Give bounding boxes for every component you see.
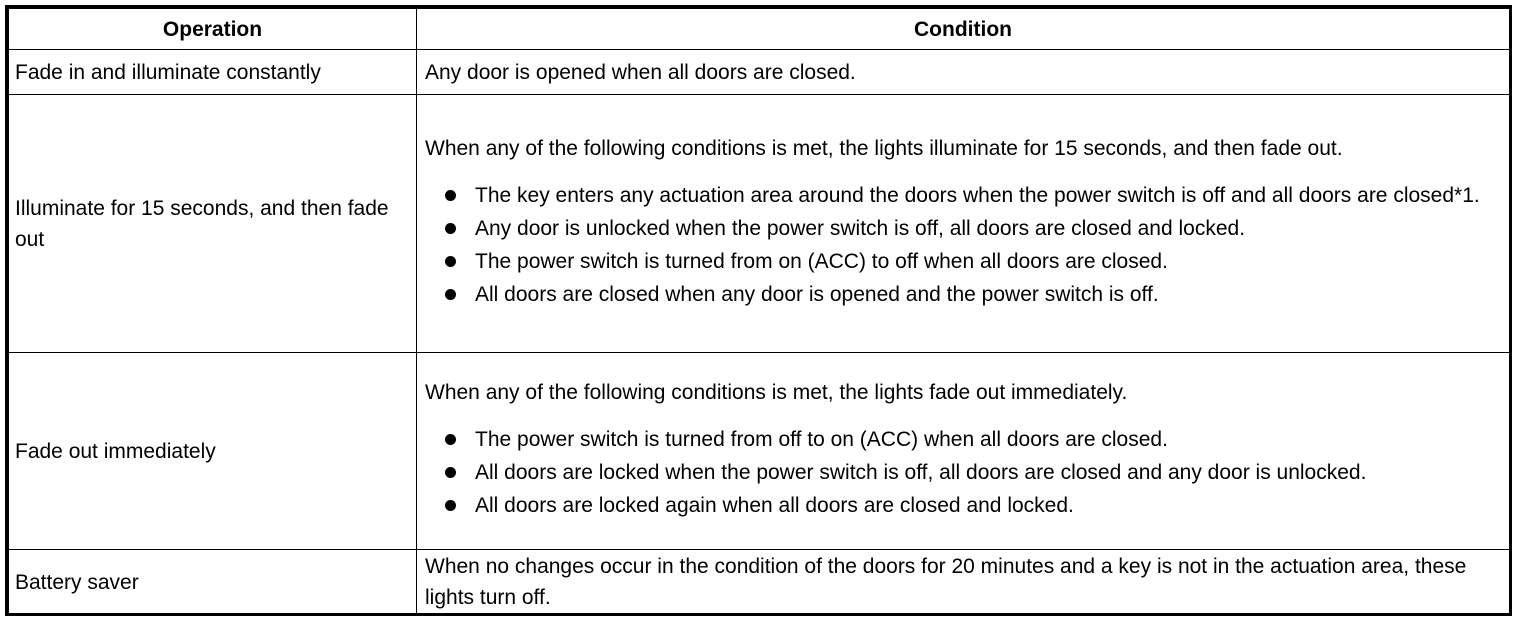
bullet-dot-icon <box>445 467 456 478</box>
bullet-dot-icon <box>445 190 456 201</box>
bullet-dot-icon <box>445 223 456 234</box>
bullet-dot-icon <box>445 256 456 267</box>
table-row <box>9 550 1510 615</box>
header-condition: Condition <box>417 9 1510 50</box>
bullet-dot-icon <box>445 289 456 300</box>
header-operation: Operation <box>9 9 417 50</box>
condition-cell <box>417 50 1510 95</box>
list-item <box>425 213 1501 244</box>
condition-cell <box>417 353 1510 550</box>
condition-text: When any of the following conditions is met, the lights illuminate for 15 seconds, and then fade out. <box>425 137 1343 160</box>
bullet-text: Any door is unlocked when the power switch is off, all doors are closed and locked. <box>475 217 1246 240</box>
condition-cell <box>417 550 1510 615</box>
list-item <box>425 457 1501 488</box>
list-item <box>425 180 1501 211</box>
condition-text: When no changes occur in the condition of the doors for 20 minutes and a key is not in the actuation area, these lights turn off. <box>425 555 1467 609</box>
condition-bullet-list <box>425 424 1501 521</box>
operation-cell: Battery saver <box>9 550 417 615</box>
operation-condition-table-frame <box>5 5 1512 616</box>
table-header-row <box>9 9 1510 50</box>
bullet-dot-icon <box>445 500 456 511</box>
table-row <box>9 50 1510 95</box>
list-item <box>425 279 1501 310</box>
list-item <box>425 246 1501 277</box>
bullet-text: All doors are locked again when all doors are closed and locked. <box>475 494 1074 517</box>
operation-condition-table <box>8 8 1510 615</box>
bullet-text: The key enters any actuation area around the doors when the power switch is off and all doors are closed*1. <box>475 184 1480 207</box>
condition-bullet-list <box>425 180 1501 310</box>
list-item <box>425 490 1501 521</box>
bullet-text: The power switch is turned from off to on (ACC) when all doors are closed. <box>475 428 1168 451</box>
condition-text: When any of the following conditions is met, the lights fade out immediately. <box>425 381 1128 404</box>
bullet-text: All doors are closed when any door is opened and the power switch is off. <box>475 283 1159 306</box>
table-row <box>9 353 1510 550</box>
bullet-dot-icon <box>445 434 456 445</box>
operation-cell: Fade out immediately <box>9 353 417 550</box>
condition-cell <box>417 95 1510 353</box>
condition-text: Any door is opened when all doors are closed. <box>425 60 856 84</box>
table-row <box>9 95 1510 353</box>
bullet-text: The power switch is turned from on (ACC) to off when all doors are closed. <box>475 250 1168 273</box>
list-item <box>425 424 1501 455</box>
operation-cell: Fade in and illuminate constantly <box>9 50 417 95</box>
bullet-text: All doors are locked when the power switch is off, all doors are closed and any door is unlocked. <box>475 461 1367 484</box>
operation-cell: Illuminate for 15 seconds, and then fade out <box>9 95 417 353</box>
